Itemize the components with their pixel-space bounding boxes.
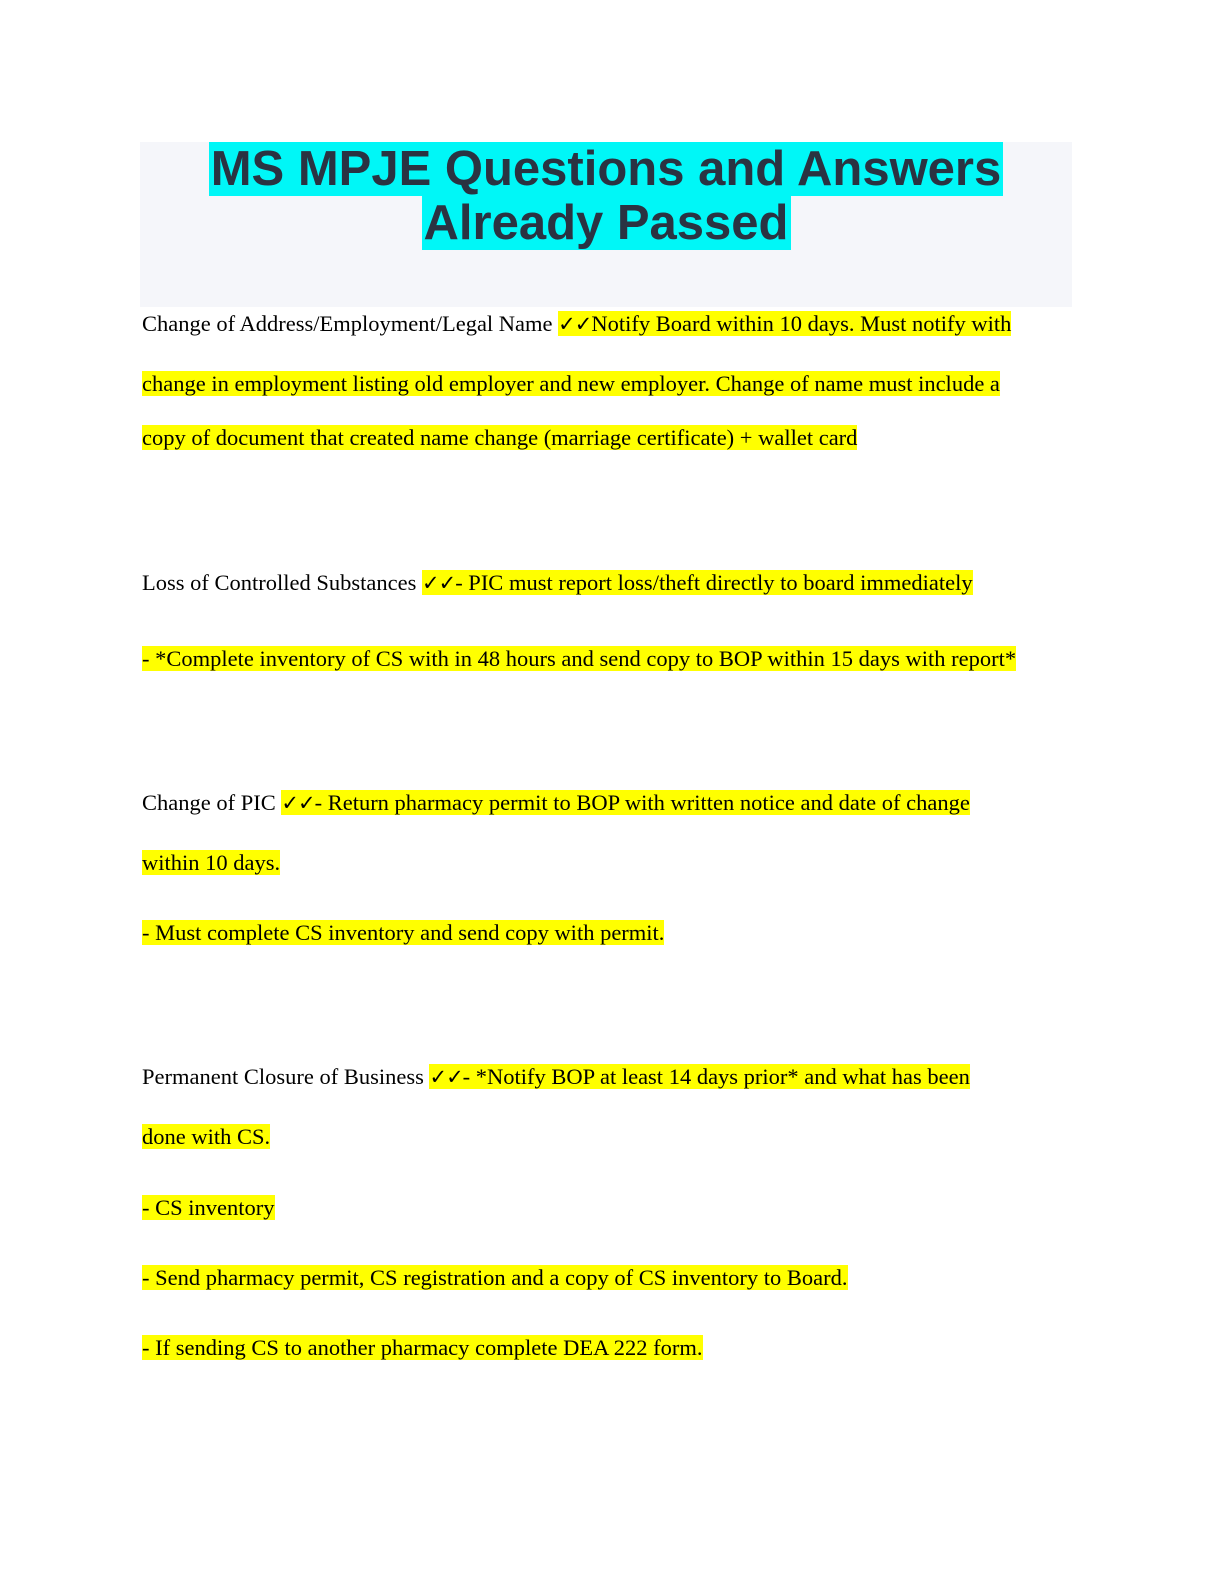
answer-text: within 10 days. — [142, 850, 281, 875]
answer-text: - *Notify BOP at least 14 days prior* and what has been — [462, 1064, 970, 1089]
answer-text: copy of document that created name change (marriage certificate) + wallet card — [142, 425, 858, 450]
entry-4-line-2 — [142, 1122, 270, 1152]
entry-3-answer-first — [281, 790, 969, 815]
entry-2-line-2 — [142, 644, 1016, 674]
entry-2-line-1 — [142, 568, 973, 598]
entry-3-line-3 — [142, 918, 664, 948]
double-check-icon: ✓✓ — [429, 1065, 463, 1089]
answer-text: - CS inventory — [142, 1195, 275, 1220]
entry-4-answer-first — [429, 1064, 969, 1089]
entry-1-line-1 — [142, 309, 1011, 339]
entry-4-line-5 — [142, 1333, 703, 1363]
entry-4-line-4 — [142, 1263, 848, 1293]
title-line-1: MS MPJE Questions and Answers — [210, 142, 1002, 196]
answer-text: - Send pharmacy permit, CS registration and a copy of CS inventory to Board. — [142, 1265, 848, 1290]
answer-text: change in employment listing old employer and new employer. Change of name must include a — [142, 371, 1000, 396]
double-check-icon: ✓✓ — [421, 571, 456, 595]
double-check-icon: ✓✓ — [558, 312, 592, 336]
entry-1-term: Change of Address/Employment/Legal Name — [142, 311, 553, 336]
answer-text: done with CS. — [142, 1124, 271, 1149]
title-block — [140, 142, 1072, 307]
answer-text: - Must complete CS inventory and send copy with permit. — [142, 920, 665, 945]
entry-4-term: Permanent Closure of Business — [142, 1064, 424, 1089]
entry-4-line-1 — [142, 1062, 970, 1092]
answer-text: Notify Board within 10 days. Must notify with — [591, 311, 1012, 336]
entry-2-term: Loss of Controlled Substances — [142, 570, 417, 595]
entry-3-line-1 — [142, 788, 970, 818]
title-line-2: Already Passed — [423, 196, 789, 250]
entry-4-line-3 — [142, 1193, 275, 1223]
entry-1-line-2 — [142, 369, 1000, 399]
document-title — [140, 142, 1072, 250]
answer-text: - PIC must report loss/theft directly to board immediately — [455, 570, 973, 595]
answer-text: - Return pharmacy permit to BOP with written notice and date of change — [314, 790, 970, 815]
entry-3-line-2 — [142, 848, 280, 878]
double-check-icon: ✓✓ — [281, 791, 315, 815]
entry-1-line-3 — [142, 423, 857, 453]
entry-3-term: Change of PIC — [142, 790, 276, 815]
title-line — [140, 142, 1072, 196]
answer-text: - *Complete inventory of CS with in 48 hours and send copy to BOP within 15 days with report* — [142, 646, 1017, 671]
entry-1-answer-first — [558, 311, 1011, 336]
title-line — [140, 196, 1072, 250]
answer-text: - If sending CS to another pharmacy complete DEA 222 form. — [142, 1335, 703, 1360]
entry-2-answer-first — [422, 570, 973, 595]
